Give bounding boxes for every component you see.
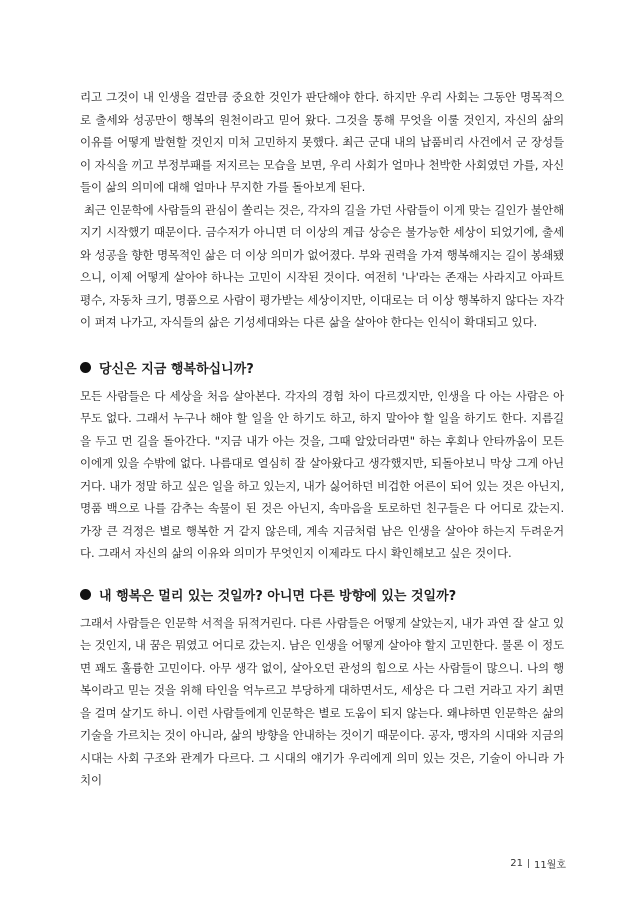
section-heading xyxy=(80,358,564,377)
intro-section xyxy=(80,86,564,334)
paragraph: 모든 사람들은 다 세상을 처음 살아본다. 각자의 경험 차이 다르겠지만, 인생을 다 아는 사람은 아무도 없다. 그래서 누구나 해야 할 일을 안 하기도 하고, 하지 말아야 할 일을 하기도 한다. 지름길을 두고 먼 길을 돌아간다. "지금 내가 아는 것을, 그때 알았더라면" 하는 후회나 안타까움이 모든 이에게 있을 수밖에 없다. 나름대로 열심히 잘 살아왔다고 생각했지만, 되돌아보니 막상 그게 아닌 거다. 내가 정말 하고 싶은 일을 하고 있는지, 내가 싫어하던 비겁한 어른이 되어 있는 것은 아닌지, 명품 백으로 나를 감추는 속물이 된 것은 아닌지, 속마음을 토로하던 친구들은 다 어디로 갔는지. 가장 큰 걱정은 별로 행복한 거 같지 않은데, 계속 지금처럼 남은 인생을 살아야 하는지 두려운거다. 그래서 자신의 삶의 이유와 의미가 무엇인지 이제라도 다시 확인해보고 싶은 것이다. xyxy=(80,388,564,560)
page-footer xyxy=(510,856,566,871)
paragraph: 그래서 사람들은 인문학 서적을 뒤적거린다. 다른 사람들은 어떻게 살았는지, 내가 과연 잘 살고 있는 것인지, 내 꿈은 뭐였고 어디로 갔는지. 남은 인생을 어떻게 살아야 할지 고민한다. 물론 이 정도면 꽤도 훌륭한 고민이다. 아무 생각 없이, 살아오던 관성의 힘으로 사는 사람들이 많으니. 나의 행복이라고 믿는 것을 위해 타인을 억누르고 부당하게 대하면서도, 세상은 다 그런 거라고 자기 최면을 걸며 살기도 하니. 이런 사람들에게 인문학은 별로 도움이 되지 않는다. 왜냐하면 인문학은 삶의 기술을 가르치는 것이 아니라, 삶의 방향을 안내하는 것이기 때문이다. 공자, 맹자의 시대와 지금의 시대는 사회 구조와 관계가 다르다. 그 시대의 얘기가 우리에게 의미 있는 것은, 기술이 아니라 가치이 xyxy=(80,615,564,787)
section-heading-text: 내 행복은 멀리 있는 것일까? 아니면 다른 방향에 있는 것일까? xyxy=(99,588,457,604)
issue-label: 11월호 xyxy=(533,860,566,871)
section-1 xyxy=(80,385,564,565)
paragraph: 최근 인문학에 사람들의 관심이 쏠리는 것은, 각자의 길을 가던 사람들이 이게 맞는 길인가 불안해지기 시작했기 때문이다. 금수저가 아니면 더 이상의 계급 상승은 불가능한 세상이 되었기에, 출세와 성공을 향한 명목적인 삶은 더 이상 의미가 없어졌다. 부와 권력을 가져 행복해지는 길이 봉쇄됐으니, 이제 어떻게 살아야 하나는 고민이 시작된 것이다. 여전히 '나'라는 존재는 사라지고 아파트 평수, 자동차 크기, 명품으로 사람이 평가받는 세상이지만, 이대로는 더 이상 행복하지 않다는 자각이 퍼져 나가고, 자식들의 삶은 기성세대와는 다른 삶을 살아야 한다는 인식이 확대되고 있다. xyxy=(80,202,564,329)
section-heading-text: 당신은 지금 행복하십니까? xyxy=(99,361,254,377)
footer-divider xyxy=(528,859,529,868)
article-body xyxy=(80,86,564,792)
bullet-icon xyxy=(80,589,91,600)
section-2 xyxy=(80,612,564,792)
paragraph: 리고 그것이 내 인생을 걸만큼 중요한 것인가 판단해야 한다. 하지만 우리 사회는 그동안 명목적으로 출세와 성공만이 행복의 원천이라고 믿어 왔다. 그것을 통해 무엇을 이룰 것인지, 자신의 삶의 이유를 어떻게 발현할 것인지 미처 고민하지 못했다. 최근 군대 내의 납품비리 사건에서 군 장성들이 자식을 끼고 부정부패를 저지르는 모습을 보면, 우리 사회가 얼마나 천박한 사회였던 가를, 자신들이 삶의 의미에 대해 얼마나 무지한 가를 돌아보게 된다. xyxy=(80,90,564,194)
section-heading xyxy=(80,585,564,604)
bullet-icon xyxy=(80,362,91,373)
page-number: 21 xyxy=(510,858,523,869)
